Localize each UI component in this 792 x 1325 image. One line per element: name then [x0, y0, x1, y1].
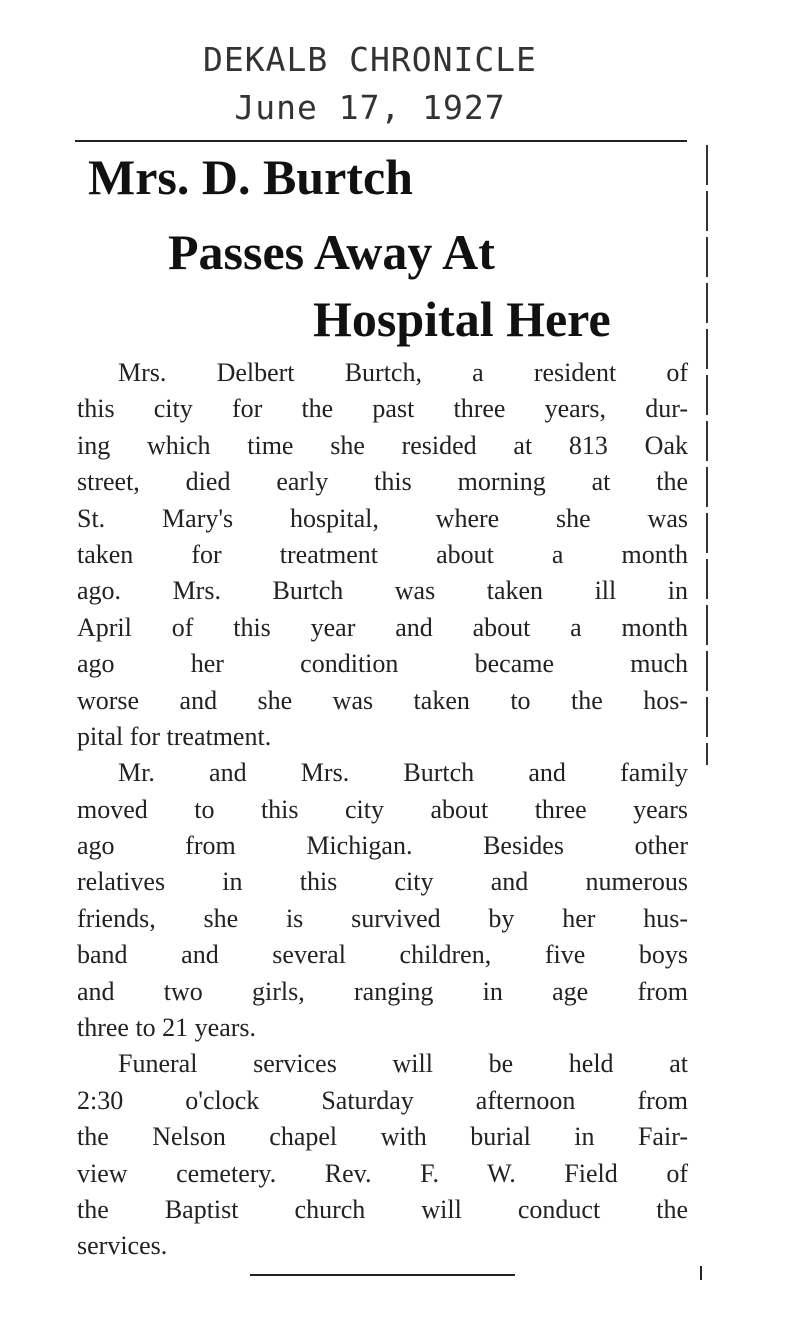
- article-line: Mrs. Delbert Burtch, a resident of: [118, 358, 688, 387]
- article-line: ago. Mrs. Burtch was taken ill in: [77, 576, 688, 606]
- article-line: Mr. and Mrs. Burtch and family: [118, 758, 688, 788]
- article-line: ing which time she resided at 813 Oak: [77, 430, 688, 460]
- article-line: worse and she was taken to the hos-: [77, 685, 688, 715]
- publication-name: DEKALB CHRONICLE: [203, 40, 537, 79]
- headline-line-2: Passes Away At: [168, 224, 495, 280]
- headline-line-3: Hospital Here: [313, 291, 611, 347]
- article-line: Funeral services will be held at: [118, 1049, 688, 1079]
- article-line: and two girls, ranging in age from: [77, 976, 688, 1006]
- article-line: taken for treatment about a month: [77, 539, 688, 569]
- column-divider: [706, 145, 708, 765]
- article-paragraph: [77, 355, 688, 755]
- article-line: band and several children, five boys: [77, 940, 688, 970]
- publication-date: June 17, 1927: [234, 88, 506, 127]
- article-line: friends, she is survived by her hus-: [77, 903, 688, 933]
- end-divider: [250, 1274, 515, 1276]
- article-line: St. Mary's hospital, where she was: [77, 503, 688, 533]
- article-line: moved to this city about three years: [77, 794, 688, 824]
- top-divider: [75, 140, 687, 142]
- article-line: this city for the past three years, dur-: [77, 394, 688, 424]
- column-tick-mark: [700, 1266, 702, 1280]
- article-paragraph: [77, 755, 688, 1046]
- article-body: [77, 355, 688, 1265]
- article-line: services.: [77, 1231, 168, 1261]
- article-line: the Baptist church will conduct the: [77, 1194, 688, 1224]
- article-line: street, died early this morning at the: [77, 467, 688, 497]
- article-line: 2:30 o'clock Saturday afternoon from: [77, 1085, 688, 1115]
- article-line: relatives in this city and numerous: [77, 867, 688, 897]
- article-line: view cemetery. Rev. F. W. Field of: [77, 1158, 688, 1188]
- article-line: ago her condition became much: [77, 649, 688, 679]
- article-line: April of this year and about a month: [77, 612, 688, 642]
- article-line: the Nelson chapel with burial in Fair-: [77, 1122, 688, 1152]
- article-paragraph: [77, 1046, 688, 1264]
- article-line: pital for treatment.: [77, 721, 272, 751]
- headline-line-1: Mrs. D. Burtch: [88, 149, 413, 205]
- article-line: ago from Michigan. Besides other: [77, 831, 688, 861]
- article-line: three to 21 years.: [77, 1013, 257, 1043]
